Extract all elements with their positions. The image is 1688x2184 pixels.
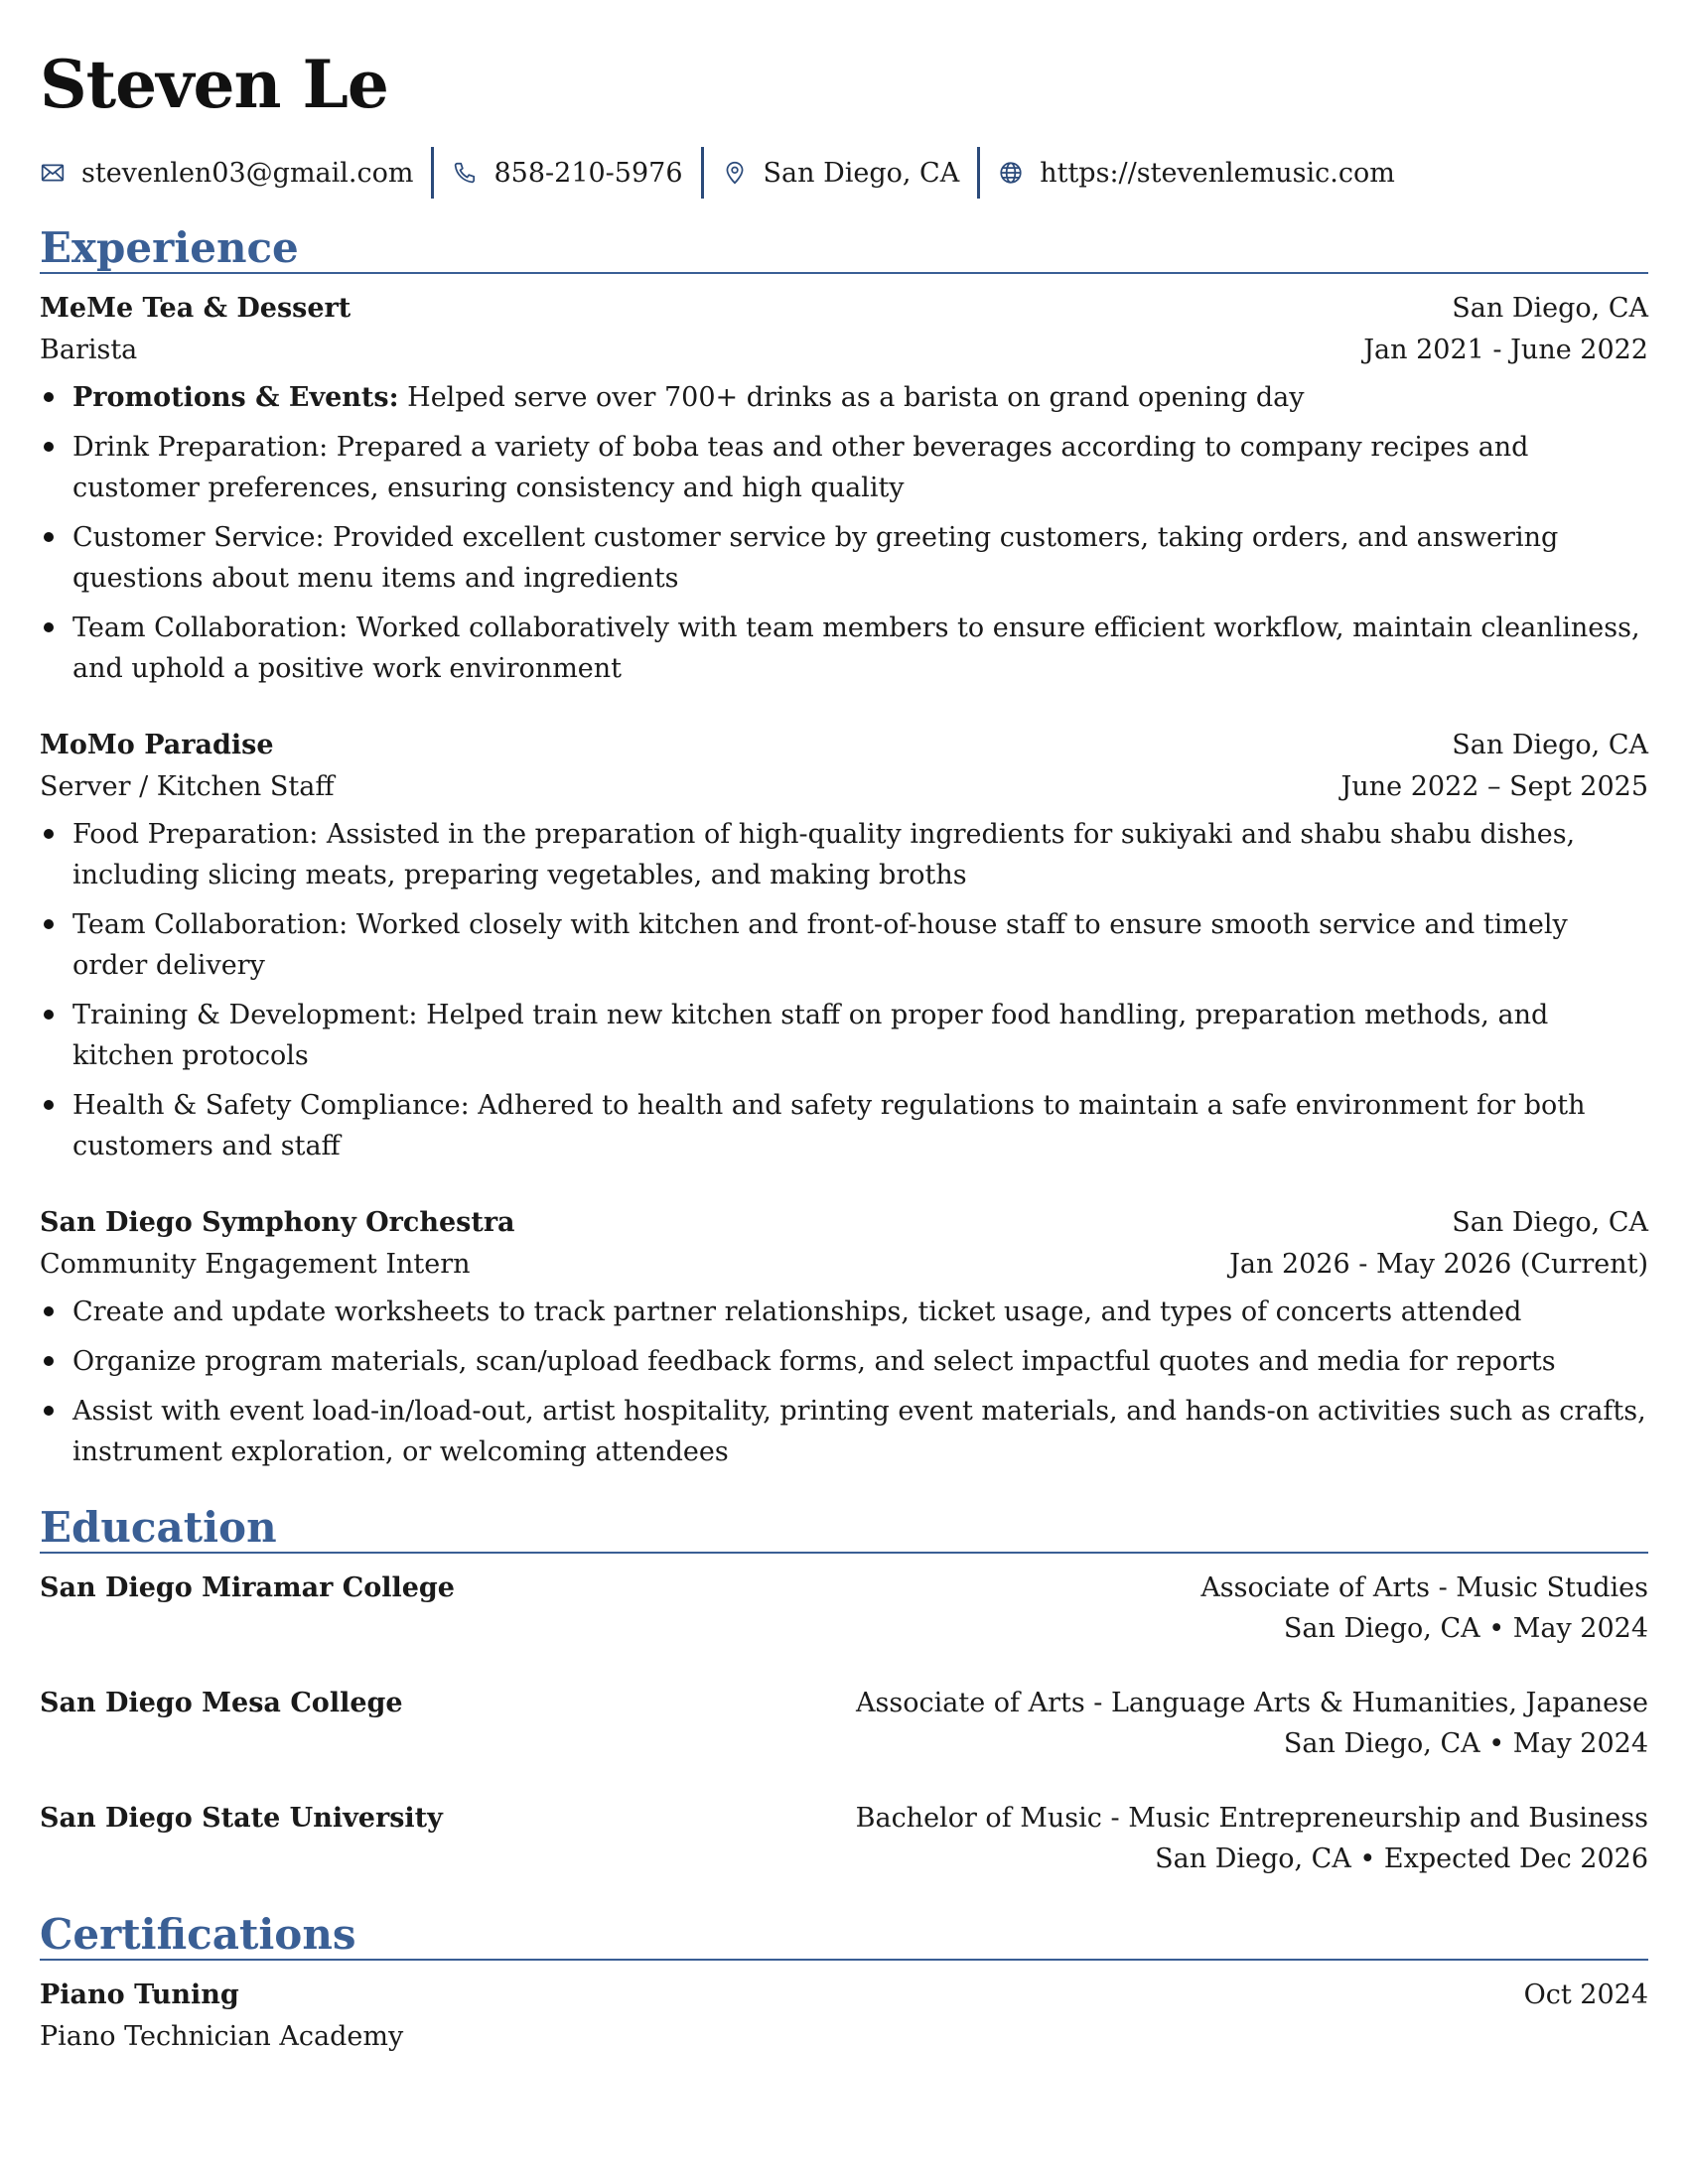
certification-date: Oct 2024 [1523, 1979, 1648, 2010]
job-entry [40, 725, 1648, 1166]
resume-page [0, 42, 1688, 2184]
globe-icon [998, 160, 1024, 186]
bullet-lead: Promotions & Events: [72, 382, 399, 413]
contact-website[interactable] [977, 147, 1413, 199]
phone-text: 858-210-5976 [493, 157, 683, 189]
job-bullet: Create and update worksheets to track partner relationships, ticket usage, and types of concerts attended [40, 1292, 1648, 1332]
school-name: San Diego Miramar College [40, 1572, 455, 1603]
school-degree: Associate of Arts - Music Studies [1200, 1572, 1648, 1603]
candidate-name: Steven Le [40, 46, 388, 123]
job-location: San Diego, CA [1452, 1207, 1648, 1238]
job-bullet: Drink Preparation: Prepared a variety of boba teas and other beverages according to company recipes and customer preferences, ensuring consistency and high quality [40, 427, 1648, 508]
location-pin-icon [722, 160, 748, 186]
job-entry [40, 1202, 1648, 1472]
education-entry [40, 1683, 1648, 1764]
school-degree: Bachelor of Music - Music Entrepreneurship and Business [855, 1803, 1648, 1834]
job-role: Community Engagement Intern [40, 1249, 471, 1280]
certifications-heading: Certifications [40, 1909, 1648, 1961]
bullet-text: Helped serve over 700+ drinks as a barista on grand opening day [398, 382, 1305, 413]
education-entry [40, 1568, 1648, 1649]
job-bullet: Customer Service: Provided excellent customer service by greeting customers, taking orders, and answering questions about menu items and ingredients [40, 517, 1648, 599]
location-text: San Diego, CA [763, 157, 960, 189]
job-bullet: Food Preparation: Assisted in the preparation of high-quality ingredients for sukiyaki and shabu shabu dishes, including slicing meats, preparing vegetables, and making broths [40, 814, 1648, 895]
education-section [40, 1502, 1648, 1879]
job-org: MeMe Tea & Dessert [40, 293, 352, 324]
job-role: Barista [40, 335, 138, 365]
education-heading: Education [40, 1502, 1648, 1554]
contact-phone[interactable] [431, 147, 700, 199]
job-dates: Jan 2026 - May 2026 (Current) [1229, 1249, 1648, 1280]
job-org: San Diego Symphony Orchestra [40, 1207, 515, 1238]
job-location: San Diego, CA [1452, 293, 1648, 324]
school-name: San Diego Mesa College [40, 1688, 403, 1718]
website-link: https://stevenlemusic.com [1040, 157, 1395, 189]
contact-bar [40, 147, 1648, 199]
job-location: San Diego, CA [1452, 730, 1648, 760]
certifications-section [40, 1909, 1648, 2058]
phone-icon [452, 160, 478, 186]
certification-entry [40, 1975, 1648, 2058]
school-details: San Diego, CA • Expected Dec 2026 [1155, 1843, 1648, 1874]
certification-name: Piano Tuning [40, 1979, 239, 2010]
job-dates: June 2022 – Sept 2025 [1340, 771, 1648, 802]
job-bullet: Organize program materials, scan/upload feedback forms, and select impactful quotes and media for reports [40, 1341, 1648, 1382]
mail-icon [40, 160, 66, 186]
job-entry [40, 288, 1648, 689]
school-degree: Associate of Arts - Language Arts & Humanities, Japanese [856, 1688, 1648, 1718]
contact-email[interactable] [40, 147, 431, 199]
job-bullet: Team Collaboration: Worked closely with kitchen and front-of-house staff to ensure smooth service and timely order delivery [40, 904, 1648, 986]
job-bullet: Team Collaboration: Worked collaboratively with team members to ensure efficient workflow, maintain cleanliness, and uphold a positive work environment [40, 608, 1648, 689]
school-details: San Diego, CA • May 2024 [1283, 1613, 1648, 1644]
school-details: San Diego, CA • May 2024 [1283, 1728, 1648, 1759]
job-role: Server / Kitchen Staff [40, 771, 335, 802]
email-text: stevenlen03@gmail.com [81, 157, 414, 189]
job-bullet: Assist with event load-in/load-out, artist hospitality, printing event materials, and hands-on activities such as crafts, instrument exploration, or welcoming attendees [40, 1391, 1648, 1472]
education-entry [40, 1798, 1648, 1879]
school-name: San Diego State University [40, 1803, 443, 1834]
job-bullet: Health & Safety Compliance: Adhered to health and safety regulations to maintain a safe environment for both customers and staff [40, 1085, 1648, 1166]
certification-issuer: Piano Technician Academy [40, 2021, 404, 2052]
contact-location [701, 147, 978, 199]
job-bullet [40, 377, 1648, 418]
job-dates: Jan 2021 - June 2022 [1363, 335, 1648, 365]
job-org: MoMo Paradise [40, 730, 274, 760]
job-bullet: Training & Development: Helped train new kitchen staff on proper food handling, preparation methods, and kitchen protocols [40, 995, 1648, 1076]
experience-heading: Experience [40, 222, 1648, 274]
experience-section [40, 222, 1648, 1472]
